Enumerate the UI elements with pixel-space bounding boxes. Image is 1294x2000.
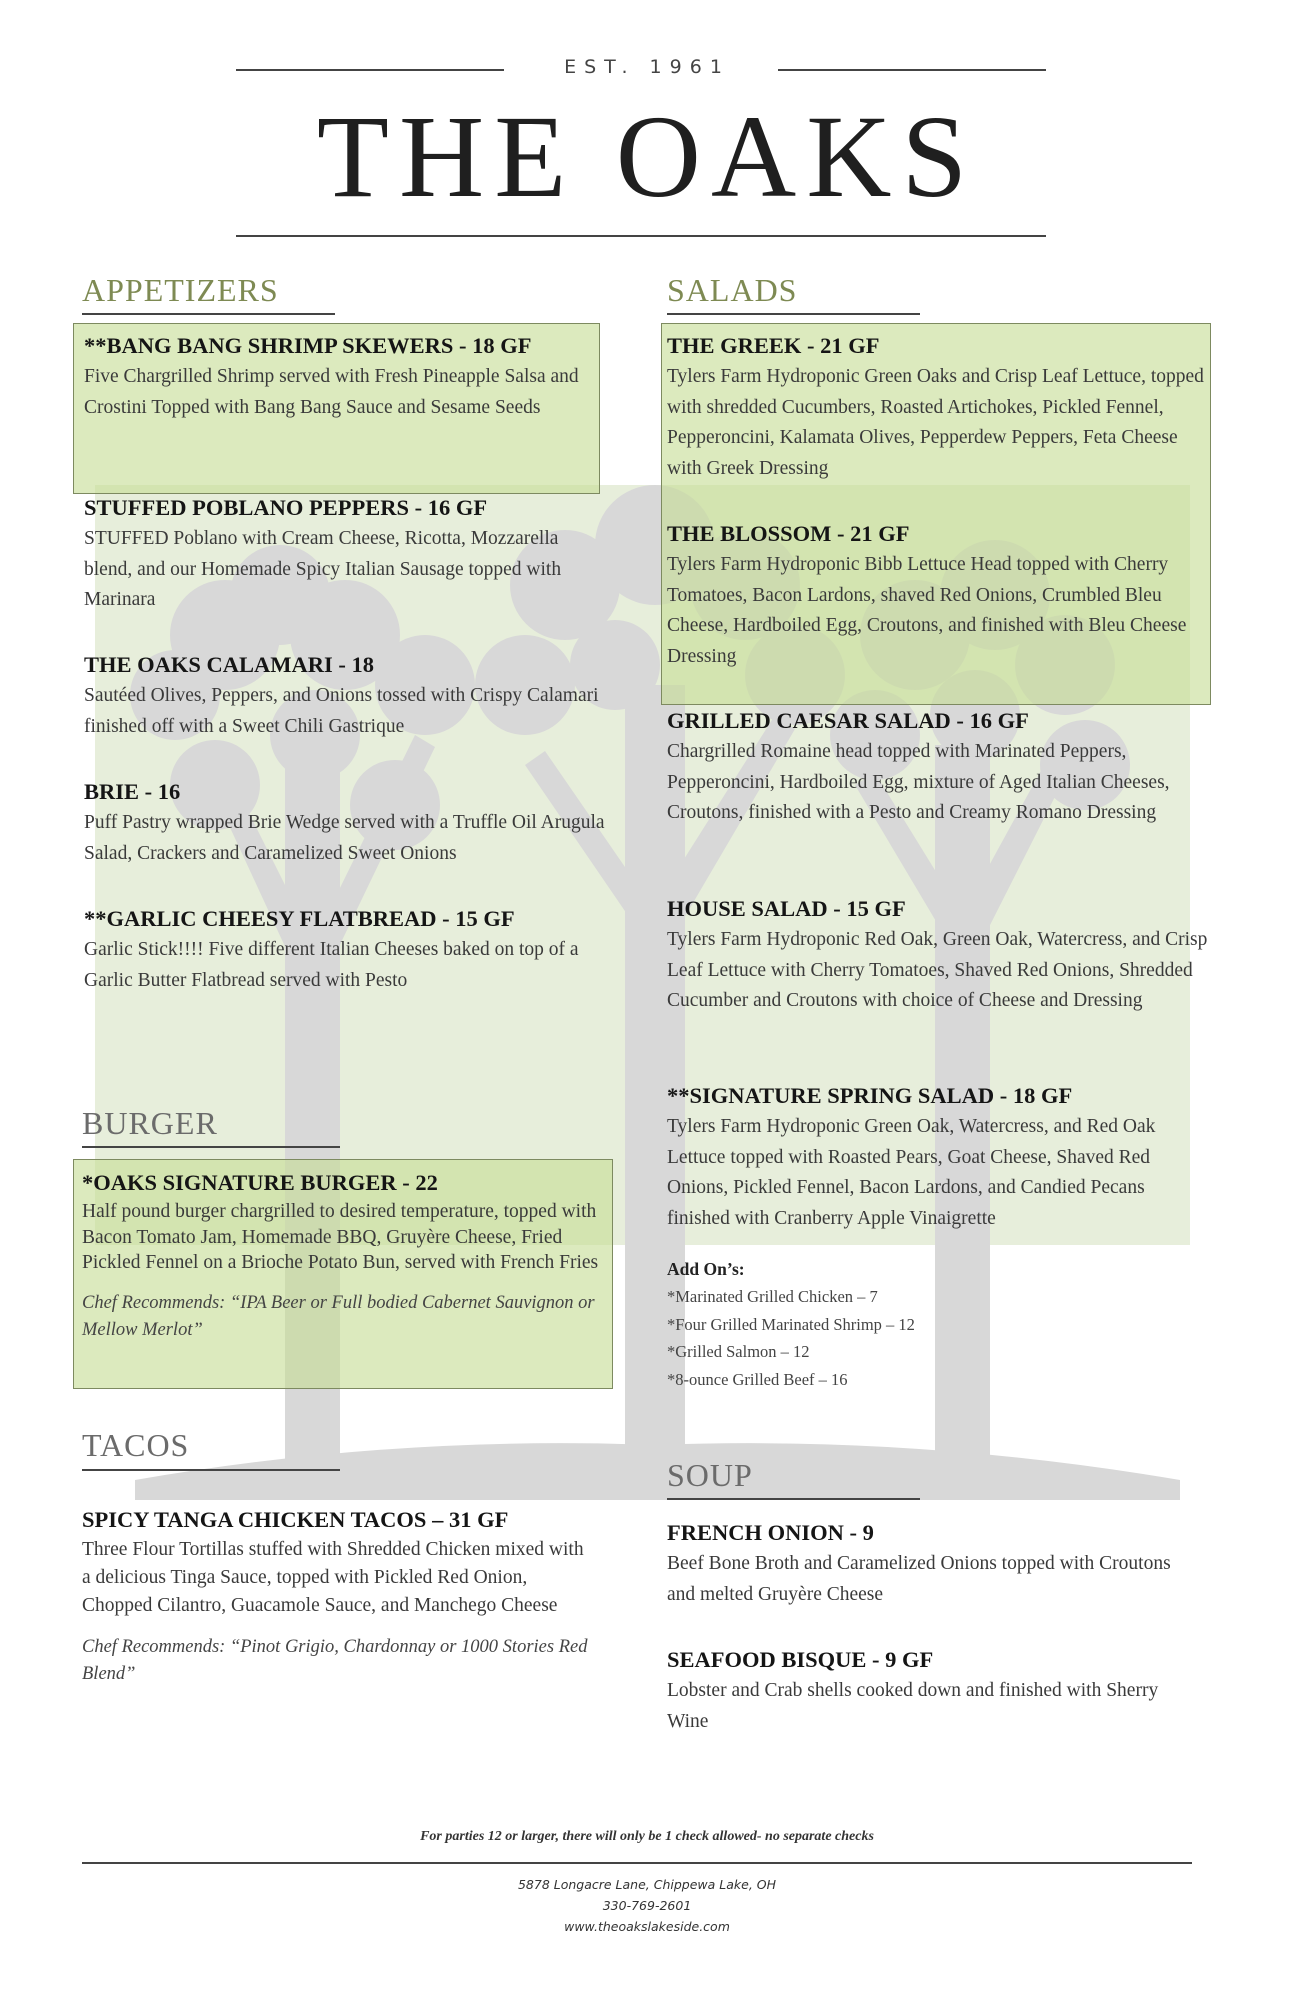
section-rule-appetizers bbox=[82, 313, 335, 315]
item-name: FRENCH ONION - 9 bbox=[667, 1520, 874, 1545]
item-description: Garlic Stick!!!! Five different Italian Cheeses baked on top of a Garlic Butter Flatbread served with Pesto bbox=[84, 939, 579, 991]
chef-recommendation: Chef Recommends: “Pinot Grigio, Chardonnay or 1000 Stories Red Blend” bbox=[82, 1637, 588, 1684]
est-line-left bbox=[236, 69, 504, 71]
add-ons-title: Add On’s: bbox=[667, 1259, 745, 1279]
item-description: Puff Pastry wrapped Brie Wedge served with a Truffle Oil Arugula Salad, Crackers and Caramelized Sweet Onions bbox=[84, 812, 605, 864]
item-description: Half pound burger chargrilled to desired temperature, topped with Bacon Tomato Jam, Homemade BBQ, Gruyère Cheese, Fried Pickled Fennel on a Brioche Potato Bun, served with French Fries bbox=[82, 1201, 599, 1273]
salad-item bbox=[667, 1080, 1212, 1234]
item-description: Lobster and Crab shells cooked down and finished with Sherry Wine bbox=[667, 1680, 1159, 1732]
item-description: Three Flour Tortillas stuffed with Shredded Chicken mixed with a delicious Tinga Sauce, topped with Pickled Red Onion, Chopped Cilantro, Guacamole Sauce, and Manchego Cheese bbox=[82, 1539, 584, 1616]
section-title-tacos: TACOS bbox=[82, 1427, 190, 1463]
add-ons-list bbox=[667, 1255, 915, 1393]
section-rule-salads bbox=[667, 313, 920, 315]
item-name: SPICY TANGA CHICKEN TACOS – 31 GF bbox=[82, 1507, 509, 1532]
item-description: Tylers Farm Hydroponic Red Oak, Green Oak, Watercress, and Crisp Leaf Lettuce with Cherry Tomatoes, Shaved Red Onions, Shredded Cucumber and Croutons with choice of Cheese and Dressing bbox=[667, 929, 1208, 1011]
soup-item bbox=[667, 1517, 1187, 1610]
section-title-appetizers: APPETIZERS bbox=[82, 272, 279, 308]
party-policy-note: For parties 12 or larger, there will only be 1 check allowed- no separate checks bbox=[420, 1829, 874, 1844]
add-on-item: *Grilled Salmon – 12 bbox=[667, 1342, 810, 1361]
item-description: STUFFED Poblano with Cream Cheese, Ricotta, Mozzarella blend, and our Homemade Spicy Italian Sausage topped with Marinara bbox=[84, 528, 562, 610]
section-rule-burger bbox=[82, 1146, 340, 1148]
item-name: THE OAKS CALAMARI - 18 bbox=[84, 652, 375, 677]
section-rule-soup bbox=[667, 1498, 920, 1500]
item-description: Tylers Farm Hydroponic Green Oaks and Crisp Leaf Lettuce, topped with shredded Cucumbers, Roasted Artichokes, Pickled Fennel, Pepperoncini, Kalamata Olives, Pepperdew Peppers, Feta Cheese with Greek Dressing bbox=[667, 366, 1204, 479]
add-on-item: *Marinated Grilled Chicken – 7 bbox=[667, 1287, 878, 1306]
item-description: Beef Bone Broth and Caramelized Onions topped with Croutons and melted Gruyère Cheese bbox=[667, 1553, 1171, 1605]
appetizer-item bbox=[84, 330, 594, 423]
est-label: EST. 1961 bbox=[564, 56, 730, 78]
salad-item bbox=[667, 330, 1207, 484]
appetizer-item bbox=[84, 492, 594, 616]
item-description: Tylers Farm Hydroponic Green Oak, Watercress, and Red Oak Lettuce topped with Roasted Pears, Goat Cheese, Shaved Red Onions, Pickled Fennel, Bacon Lardons, and Candied Pecans finished with Cranberry Apple Vinaigrette bbox=[667, 1116, 1156, 1229]
section-title-salads: SALADS bbox=[667, 272, 798, 308]
footer-divider bbox=[82, 1862, 1192, 1864]
est-line-right bbox=[778, 69, 1046, 71]
item-description: Chargrilled Romaine head topped with Marinated Peppers, Pepperoncini, Hardboiled Egg, mixture of Aged Italian Cheeses, Croutons, finished with a Pesto and Creamy Romano Dressing bbox=[667, 741, 1170, 823]
item-name: THE BLOSSOM - 21 GF bbox=[667, 521, 910, 546]
item-name: HOUSE SALAD - 15 GF bbox=[667, 896, 906, 921]
item-name: STUFFED POBLANO PEPPERS - 16 GF bbox=[84, 495, 488, 520]
footer-website[interactable]: www.theoakslakeside.com bbox=[564, 1919, 730, 1934]
footer-address: 5878 Longacre Lane, Chippewa Lake, OH bbox=[517, 1877, 777, 1892]
restaurant-title: THE OAKS bbox=[316, 91, 978, 222]
burger-item bbox=[82, 1167, 607, 1344]
tacos-item bbox=[82, 1504, 592, 1688]
section-rule-tacos bbox=[82, 1469, 340, 1471]
item-name: THE GREEK - 21 GF bbox=[667, 333, 880, 358]
salad-item bbox=[667, 518, 1207, 672]
item-name: GRILLED CAESAR SALAD - 16 GF bbox=[667, 708, 1029, 733]
item-description: Sautéed Olives, Peppers, and Onions tossed with Crispy Calamari finished off with a Sweet Chili Gastrique bbox=[84, 685, 599, 737]
title-divider bbox=[236, 235, 1046, 237]
item-description: Five Chargrilled Shrimp served with Fresh Pineapple Salsa and Crostini Topped with Bang Bang Sauce and Sesame Seeds bbox=[84, 366, 579, 418]
item-description: Tylers Farm Hydroponic Bibb Lettuce Head topped with Cherry Tomatoes, Bacon Lardons, shaved Red Onions, Crumbled Bleu Cheese, Hardboiled Egg, Croutons, and finished with Bleu Cheese Dressing bbox=[667, 554, 1187, 667]
item-name: **BANG BANG SHRIMP SKEWERS - 18 GF bbox=[84, 333, 532, 358]
item-name: **GARLIC CHEESY FLATBREAD - 15 GF bbox=[84, 906, 515, 931]
item-name: BRIE - 16 bbox=[84, 779, 181, 804]
appetizer-item bbox=[84, 776, 624, 869]
salad-item bbox=[667, 893, 1212, 1017]
section-title-soup: SOUP bbox=[667, 1457, 753, 1493]
section-title-burger: BURGER bbox=[82, 1105, 218, 1141]
chef-recommendation: Chef Recommends: “IPA Beer or Full bodied Cabernet Sauvignon or Mellow Merlot” bbox=[82, 1292, 595, 1340]
footer-phone: 330-769-2601 bbox=[602, 1898, 692, 1913]
add-on-item: *8-ounce Grilled Beef – 16 bbox=[667, 1369, 848, 1389]
salad-item bbox=[667, 705, 1212, 829]
appetizer-item bbox=[84, 903, 624, 996]
add-on-item: *Four Grilled Marinated Shrimp – 12 bbox=[667, 1314, 915, 1334]
soup-item bbox=[667, 1644, 1187, 1737]
item-name: *OAKS SIGNATURE BURGER - 22 bbox=[82, 1170, 438, 1195]
item-name: SEAFOOD BISQUE - 9 GF bbox=[667, 1647, 934, 1672]
appetizer-item bbox=[84, 649, 614, 742]
item-name: **SIGNATURE SPRING SALAD - 18 GF bbox=[667, 1083, 1073, 1108]
